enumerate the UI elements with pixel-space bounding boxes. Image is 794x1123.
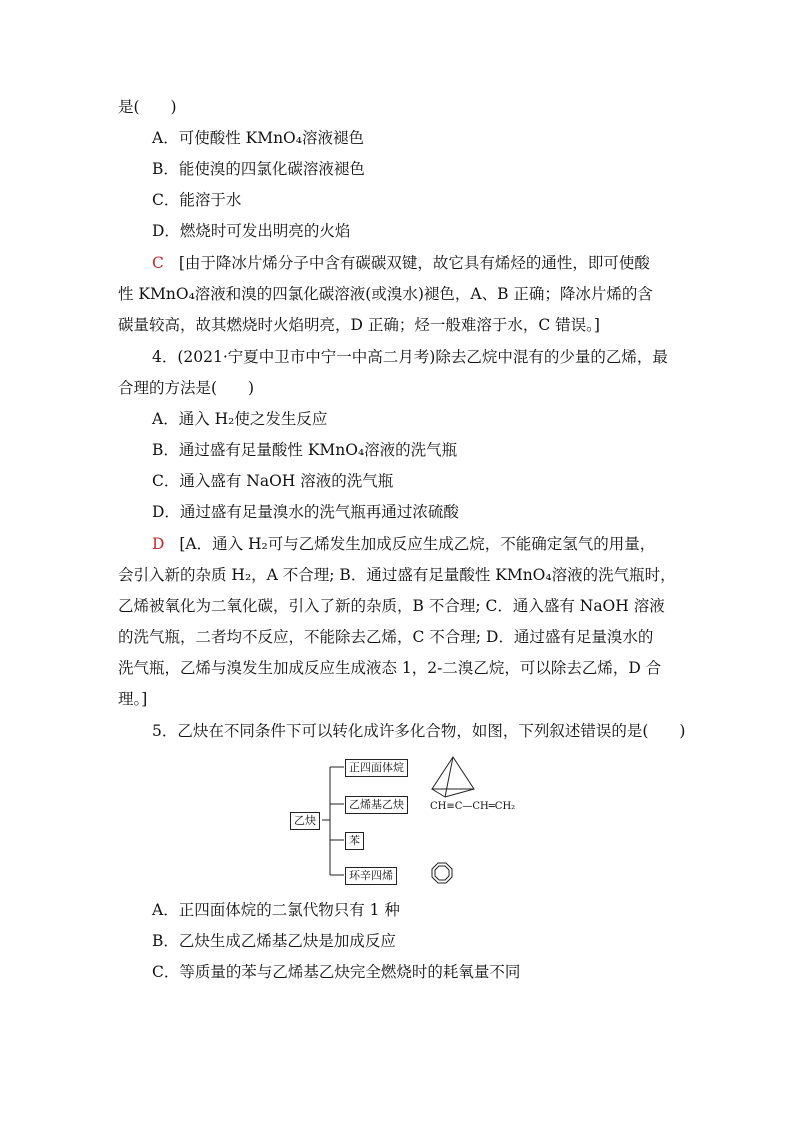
q3-option-a: A．可使酸性 KMnO₄溶液褪色	[152, 129, 364, 147]
q4-explanation-5: 洗气瓶，乙烯与溴发生加成反应生成液态 1，2-二溴乙烷，可以除去乙烯，D 合	[118, 659, 662, 677]
q5-stem: 5．乙炔在不同条件下可以转化成许多化合物，如图，下列叙述错误的是( )	[152, 722, 686, 740]
q5-option-a: A．正四面体烷的二氯代物只有 1 种	[152, 901, 400, 919]
cyclooctatetraene-structure-icon	[432, 863, 452, 883]
diagram-branch-benzene: 苯	[345, 832, 364, 850]
q4-answer-letter: D	[152, 535, 165, 553]
q4-option-b: B．通过盛有足量酸性 KMnO₄溶液的洗气瓶	[152, 441, 458, 459]
acetylene-conversion-diagram	[280, 755, 540, 890]
q4-explanation-2: 会引入新的杂质 H₂，A 不合理; B．通过盛有足量酸性 KMnO₄溶液的洗气瓶时，	[118, 566, 676, 584]
q3-option-c: C．能溶于水	[152, 191, 242, 209]
q3-stem-end: 是( )	[118, 98, 177, 116]
vinylacetylene-formula: CH≡C—CH═CH₂	[430, 801, 516, 812]
diagram-branch-tetrahedrane: 正四面体烷	[345, 759, 408, 777]
q4-explanation-6: 理。]	[118, 690, 148, 708]
diagram-branch-cyclooctatetraene: 环辛四烯	[345, 867, 397, 885]
tetrahedrane-structure-icon	[432, 757, 474, 797]
q4-option-d: D．通过盛有足量溴水的洗气瓶再通过浓硫酸	[152, 503, 459, 521]
diagram-branch-vinylacetylene: 乙烯基乙炔	[345, 796, 408, 814]
q4-explanation-3: 乙烯被氧化为二氧化碳，引入了新的杂质，B 不合理; C．通入盛有 NaOH 溶液	[118, 597, 665, 615]
diagram-root-acetylene: 乙炔	[290, 812, 320, 830]
q3-explanation-2: 性 KMnO₄溶液和溴的四氯化碳溶液(或溴水)褪色，A、B 正确；降冰片烯的含	[118, 285, 653, 303]
q3-explanation-3: 碳量较高，故其燃烧时火焰明亮，D 正确；烃一般难溶于水，C 错误。]	[118, 316, 600, 334]
q4-explanation-1: [A．通入 H₂可与乙烯发生加成反应生成乙烷，不能确定氢气的用量，	[179, 535, 656, 553]
q4-option-a: A．通入 H₂使之发生反应	[152, 410, 328, 428]
q4-option-c: C．通入盛有 NaOH 溶液的洗气瓶	[152, 472, 394, 490]
q3-option-b: B．能使溴的四氯化碳溶液褪色	[152, 160, 365, 178]
q5-option-c: C．等质量的苯与乙烯基乙炔完全燃烧时的耗氧量不同	[152, 963, 521, 981]
q5-option-b: B．乙炔生成乙烯基乙炔是加成反应	[152, 932, 396, 950]
q4-explanation-4: 的洗气瓶，二者均不反应，不能除去乙烯，C 不合理; D．通过盛有足量溴水的	[118, 628, 654, 646]
q3-answer-line	[152, 253, 650, 273]
q3-explanation-1: [由于降冰片烯分子中含有碳碳双键，故它具有烯烃的通性，即可使酸	[178, 254, 650, 272]
q4-stem-1: 4．(2021·宁夏中卫市中宁一中高二月考)除去乙烷中混有的少量的乙烯，最	[152, 348, 668, 366]
q4-stem-2: 合理的方法是( )	[118, 379, 255, 397]
q3-option-d: D．燃烧时可发出明亮的火焰	[152, 222, 351, 240]
q4-answer-line	[152, 534, 655, 554]
q3-answer-letter: C	[152, 254, 164, 272]
